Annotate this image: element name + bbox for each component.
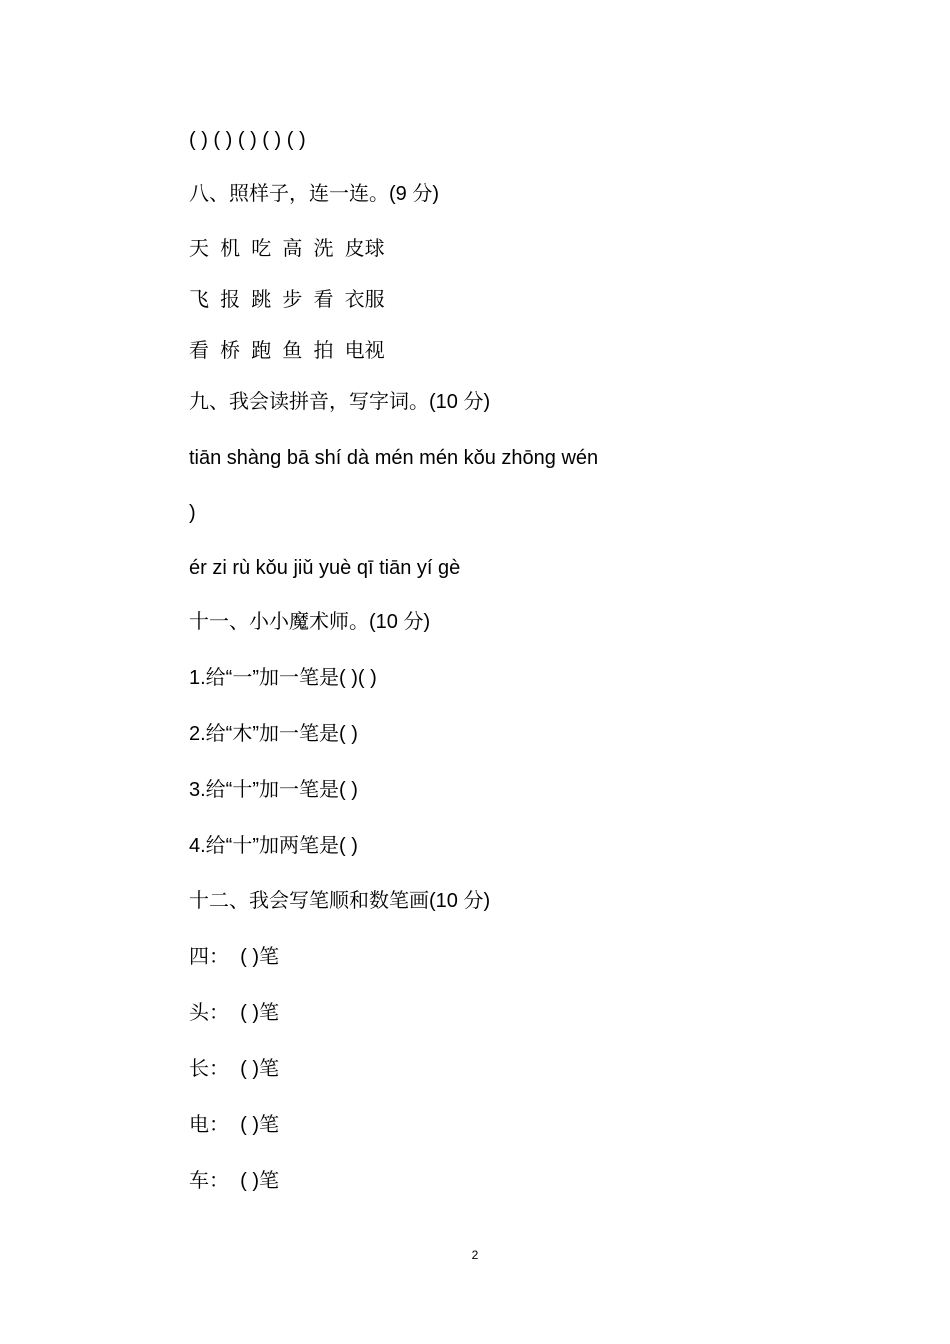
stroke-item-dian: 电： ( )笔 bbox=[189, 1114, 279, 1136]
stroke-item-si: 四： ( )笔 bbox=[189, 946, 279, 968]
answer-blanks-line: ( ) ( ) ( ) ( ) ( ) bbox=[189, 129, 306, 151]
question-11-1: 1.给“一”加一笔是( )( ) bbox=[189, 667, 377, 689]
section-11-heading: 十一、小小魔术师。(10 分) bbox=[189, 611, 431, 633]
section-12-heading: 十二、我会写笔顺和数笔画(10 分) bbox=[189, 890, 491, 912]
section-8-heading: 八、照样子，连一连。(9 分) bbox=[189, 183, 439, 205]
matching-row-2: 飞 报 跳 步 看 衣服 bbox=[189, 289, 385, 311]
stroke-item-chang: 长： ( )笔 bbox=[189, 1058, 279, 1080]
page-number: 2 bbox=[471, 1248, 479, 1262]
pinyin-line-1: tiān shàng bā shí dà mén mén kǒu zhōng wén bbox=[189, 447, 599, 469]
stroke-item-tou: 头： ( )笔 bbox=[189, 1002, 279, 1024]
pinyin-line-2: ér zi rù kǒu jiǔ yuè qī tiān yí gè bbox=[189, 557, 461, 579]
closing-paren-line: ) bbox=[189, 502, 196, 524]
question-11-3: 3.给“十”加一笔是( ) bbox=[189, 779, 358, 801]
question-11-4: 4.给“十”加两笔是( ) bbox=[189, 835, 358, 857]
matching-row-3: 看 桥 跑 鱼 拍 电视 bbox=[189, 340, 385, 362]
stroke-item-che: 车： ( )笔 bbox=[189, 1170, 279, 1192]
matching-row-1: 天 机 吃 高 洗 皮球 bbox=[189, 238, 385, 260]
section-9-heading: 九、我会读拼音，写字词。(10 分) bbox=[189, 391, 491, 413]
question-11-2: 2.给“木”加一笔是( ) bbox=[189, 723, 358, 745]
